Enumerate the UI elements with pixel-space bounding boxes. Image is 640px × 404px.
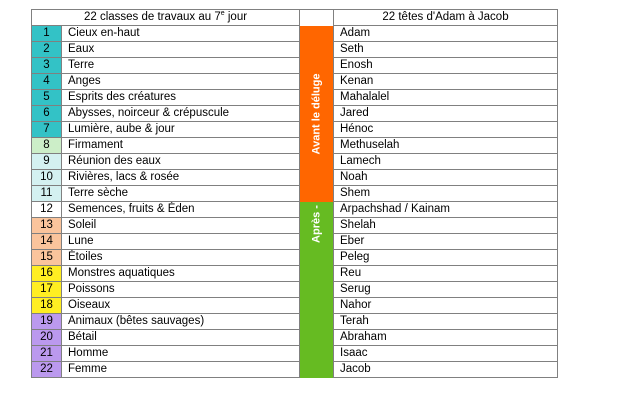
work-class-cell: Homme: [62, 346, 300, 362]
row-number: 5: [32, 90, 62, 106]
work-class-cell: Terre sèche: [62, 186, 300, 202]
work-class-cell: Étoiles: [62, 250, 300, 266]
row-number: 8: [32, 138, 62, 154]
patriarch-cell: Shem: [334, 186, 558, 202]
after-flood-label: Après -: [310, 204, 322, 243]
work-class-cell: Monstres aquatiques: [62, 266, 300, 282]
row-number: 11: [32, 186, 62, 202]
patriarch-cell: Arpachshad / Kainam: [334, 202, 558, 218]
left-column-header: 22 classes de travaux au 7e jour: [32, 10, 300, 26]
before-flood-label: Avant le déluge: [310, 73, 322, 154]
row-number: 16: [32, 266, 62, 282]
row-number: 19: [32, 314, 62, 330]
work-class-cell: Abysses, noirceur & crépuscule: [62, 106, 300, 122]
work-class-cell: Lumière, aube & jour: [62, 122, 300, 138]
table-row: [32, 218, 558, 234]
row-number: 13: [32, 218, 62, 234]
patriarch-cell: Kenan: [334, 74, 558, 90]
patriarch-cell: Eber: [334, 234, 558, 250]
work-class-cell: Réunion des eaux: [62, 154, 300, 170]
row-number: 1: [32, 26, 62, 42]
patriarch-cell: Hénoc: [334, 122, 558, 138]
table-row: [32, 314, 558, 330]
patriarch-cell: Jared: [334, 106, 558, 122]
table-row: [32, 138, 558, 154]
work-class-cell: Firmament: [62, 138, 300, 154]
before-flood-band: [300, 26, 334, 202]
patriarch-cell: Abraham: [334, 330, 558, 346]
table-row: [32, 298, 558, 314]
table-row: [32, 330, 558, 346]
table-row: [32, 106, 558, 122]
table-row: [32, 122, 558, 138]
table-row: [32, 266, 558, 282]
work-class-cell: Poissons: [62, 282, 300, 298]
table-row: [32, 42, 558, 58]
row-number: 7: [32, 122, 62, 138]
work-class-cell: Cieux en-haut: [62, 26, 300, 42]
table-row: [32, 282, 558, 298]
table-row: [32, 170, 558, 186]
row-number: 20: [32, 330, 62, 346]
work-class-cell: Esprits des créatures: [62, 90, 300, 106]
row-number: 10: [32, 170, 62, 186]
work-class-cell: Anges: [62, 74, 300, 90]
table-row: [32, 362, 558, 378]
table-row: [32, 154, 558, 170]
row-number: 14: [32, 234, 62, 250]
row-number: 17: [32, 282, 62, 298]
table-row: [32, 74, 558, 90]
patriarch-cell: Lamech: [334, 154, 558, 170]
patriarch-cell: Serug: [334, 282, 558, 298]
right-column-header: 22 têtes d'Adam à Jacob: [334, 10, 558, 26]
work-class-cell: Lune: [62, 234, 300, 250]
patriarch-cell: Methuselah: [334, 138, 558, 154]
table-row: [32, 346, 558, 362]
patriarch-cell: Terah: [334, 314, 558, 330]
work-class-cell: Soleil: [62, 218, 300, 234]
work-class-cell: Semences, fruits & Éden: [62, 202, 300, 218]
work-class-cell: Eaux: [62, 42, 300, 58]
row-number: 22: [32, 362, 62, 378]
patriarch-cell: Peleg: [334, 250, 558, 266]
patriarch-cell: Seth: [334, 42, 558, 58]
table-row: [32, 26, 558, 42]
patriarch-cell: Reu: [334, 266, 558, 282]
row-number: 3: [32, 58, 62, 74]
work-class-cell: Bétail: [62, 330, 300, 346]
patriarch-cell: Noah: [334, 170, 558, 186]
work-class-cell: Rivières, lacs & rosée: [62, 170, 300, 186]
patriarch-cell: Isaac: [334, 346, 558, 362]
table-row: [32, 202, 558, 218]
row-number: 9: [32, 154, 62, 170]
row-number: 18: [32, 298, 62, 314]
band-header-spacer: [300, 10, 334, 26]
header-row: [32, 10, 558, 26]
table-row: [32, 234, 558, 250]
work-class-cell: Femme: [62, 362, 300, 378]
comparison-table: [31, 9, 558, 378]
row-number: 2: [32, 42, 62, 58]
after-flood-band: [300, 202, 334, 378]
table-row: [32, 58, 558, 74]
row-number: 21: [32, 346, 62, 362]
patriarch-cell: Nahor: [334, 298, 558, 314]
patriarch-cell: Mahalalel: [334, 90, 558, 106]
row-number: 4: [32, 74, 62, 90]
patriarch-cell: Jacob: [334, 362, 558, 378]
row-number: 12: [32, 202, 62, 218]
patriarch-cell: Adam: [334, 26, 558, 42]
patriarch-cell: Enosh: [334, 58, 558, 74]
work-class-cell: Terre: [62, 58, 300, 74]
patriarch-cell: Shelah: [334, 218, 558, 234]
table-row: [32, 90, 558, 106]
table-row: [32, 186, 558, 202]
row-number: 6: [32, 106, 62, 122]
row-number: 15: [32, 250, 62, 266]
table-row: [32, 250, 558, 266]
work-class-cell: Animaux (bêtes sauvages): [62, 314, 300, 330]
work-class-cell: Oiseaux: [62, 298, 300, 314]
